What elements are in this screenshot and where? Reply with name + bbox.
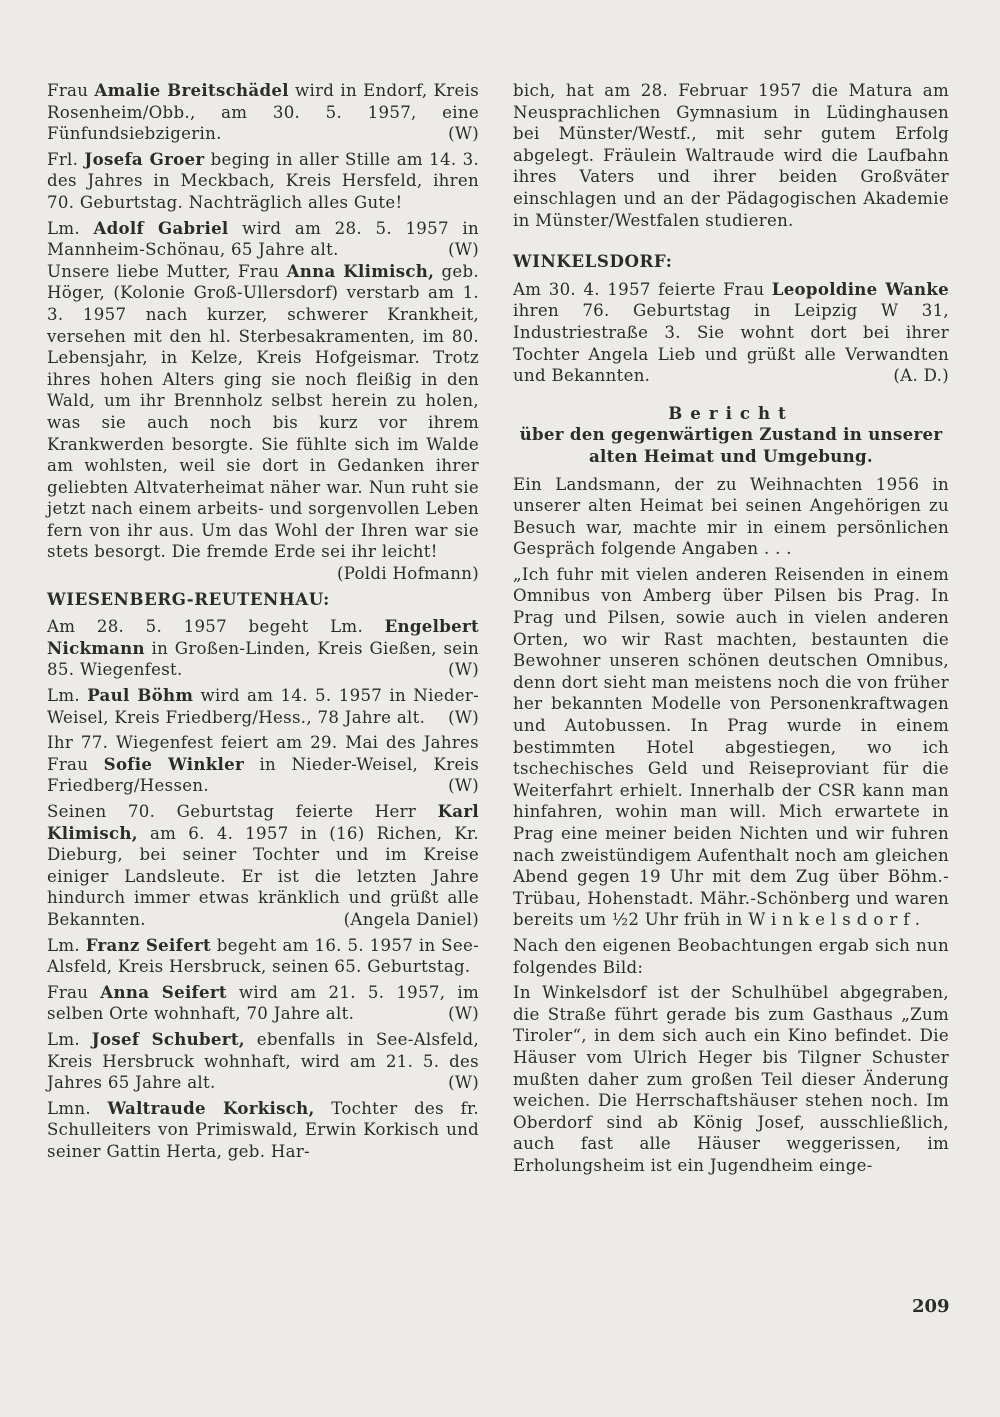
left-column [47, 80, 479, 1167]
entry-winkler: Ihr 77. Wiegenfest feiert am 29. Mai des Jahres Frau Sofie Winkler in Nieder-Weisel, Kreis Friedberg/Hessen. (W) [47, 733, 480, 796]
section-heading-winkelsdorf: WINKELSDORF: [513, 251, 673, 272]
entry-boehm: Lm. Paul Böhm wird am 14. 5. 1957 in Nieder-Weisel, Kreis Friedberg/Hess., 78 Jahre alt. (W) [47, 685, 479, 727]
report-title-word: Bericht [668, 402, 794, 423]
report-observations-intro: Nach den eigenen Beobachtungen ergab sich nun folgendes Bild: [513, 935, 949, 977]
report-intro: Ein Landsmann, der zu Weihnachten 1956 in unserer alten Heimat bei seinen Angehörigen zu Besuch war, machte mir in einem persönlichen Gespräch folgende Angaben . . . [513, 474, 949, 559]
entry-breitschaedel: Frau Amalie Breitschädel wird in Endorf, Kreis Rosenheim/Obb., am 30. 5. 1957, eine Fünfundsiebzigerin. (W) [47, 80, 480, 144]
entry-klimisch-karl: Seinen 70. Geburtstag feierte Herr Karl Klimisch, am 6. 4. 1957 in (16) Richen, Kr. Dieburg, bei seiner Tochter und im Kreise einiger Landsleute. Er ist die letzten Jahre hindurch immer etwas kränklich und grüßt alle Bekannten. (Angela Daniel) [47, 801, 480, 929]
entry-groer: Frl. Josefa Groer beging in aller Stille am 14. 3. des Jahres in Meckbach, Kreis Hersfeld, ihren 70. Geburtstag. Nachträglich alles Gute! [47, 148, 480, 212]
entry-klimisch-anna: Unsere liebe Mutter, Frau Anna Klimisch, geb. Höger, (Kolonie Groß-Ullersdorf) verstarb am 1. 3. 1957 nach kurzer, schwerer Krankheit, versehen mit den hl. Sterbesakramenten, im 80. Lebensjahr, in Kelze, Kreis Hofgeismar. Trotz ihres hohen Alters ging sie noch fleißig in den Wald, um ihr Brennholz selbst herein zu holen, was sie auch noch bis kurz vor ihrem Krankwerden besorgte. Sie fühlte sich im Walde am wohlsten, weil sie dort in Gedanken ihrer geliebten Altvaterheimat näher war. Nun ruht sie jetzt nach einem arbeits- und sorgenvollen Leben fern von ihr aus. Um das Wohl der Ihren war sie stets besorgt. Die fremde Erde sei ihr leicht! (Poldi Hofmann) [47, 260, 480, 584]
entry-korkisch-continued: bich, hat am 28. Februar 1957 die Matura am Neusprachlichen Gymnasium in Lüdinghausen bei Münster/Westf., mit sehr gutem Erfolg abgelegt. Fräulein Waltraude wird die Laufbahn ihres Vaters und ihrer beiden Großväter einschlagen und an der Pädagogischen Akademie in Münster/Westfalen studieren. [513, 81, 949, 230]
entry-schubert: Lm. Josef Schubert, ebenfalls in See-Alsfeld, Kreis Hersbruck wohnhaft, wird am 21. 5. des Jahres 65 Jahre alt. (W) [47, 1028, 480, 1093]
entry-nickmann: Am 28. 5. 1957 begeht Lm. Engelbert Nickmann in Großen-Linden, Kreis Gießen, sein 85. Wiegenfest. (W) [47, 616, 480, 680]
entry-wanke: Am 30. 4. 1957 feierte Frau Leopoldine Wanke ihren 76. Geburtstag in Leipzig W 31, Industriestraße 3. Sie wohnt dort bei ihrer Tochter Angela Lieb und grüßt alle Verwandten und Bekannten. (A. D.) [513, 278, 949, 386]
entry-seifert-franz: Lm. Franz Seifert begeht am 16. 5. 1957 in See-Alsfeld, Kreis Hersbruck, seinen 65. Geburtstag. [47, 934, 479, 977]
report-subtitle: über den gegenwärtigen Zustand in unserer alten Heimat und Umgebung. [519, 424, 943, 466]
entry-korkisch: Lmn. Waltraude Korkisch, Tochter des fr. Schulleiters von Primiswald, Erwin Korkisch und seiner Gattin Herta, geb. Har- [47, 1097, 479, 1161]
report-title [513, 403, 949, 468]
entry-seifert-anna: Frau Anna Seifert wird am 21. 5. 1957, im selben Orte wohnhaft, 70 Jahre alt. (W) [47, 981, 480, 1024]
right-column [513, 80, 949, 1181]
page-number: 209 [912, 1296, 950, 1317]
report-winkelsdorf-details: In Winkelsdorf ist der Schulhübel abgegraben, die Straße führt gerade bis zum Gasthaus „Zum Tiroler“, in dem sich auch ein Kino befindet. Die Häuser vom Ulrich Heger bis Tilgner Schuster mußten daher zum großen Teil dieser Änderung weichen. Die Herrschaftshäuser stehen noch. Im Oberdorf sind ab König Josef, ausschließlich, auch fast alle Häuser weggerissen, im Erholungsheim ist ein Jugendheim einge- [513, 983, 949, 1175]
entry-gabriel: Lm. Adolf Gabriel wird am 28. 5. 1957 in Mannheim-Schönau, 65 Jahre alt. (W) [47, 217, 480, 260]
section-heading-wiesenberg: WIESENBERG-REUTENHAU: [47, 588, 330, 609]
report-quote-travel: „Ich fuhr mit vielen anderen Reisenden in einem Omnibus von Amberg über Pilsen bis Prag. In Prag und Pilsen, sowie auch in vielen anderen Orten, wo wir Rast machten, bestaunten die Bewohner unseren schönen deutschen Omnibus, denn dort sieht man meistens noch die von früher her bekannten Modelle von Personenkraftwagen und Autobussen. In Prag wurde in einem bestimmten Hotel abgestiegen, wo ich tschechisches Geld und Reiseproviant für die Weiterfahrt erhielt. Innerhalb der CSR kann man hinfahren, wohin man will. Mich erwartete in Prag eine meiner beiden Nichten und wir fuhren nach zweistündigem Aufenthalt noch am gleichen Abend gegen 19 Uhr mit dem Zug über Böhm.-Trübau, Hohenstadt. Mähr.-Schönberg und waren bereits um ½2 Uhr früh in Winkelsdorf. [513, 564, 949, 930]
